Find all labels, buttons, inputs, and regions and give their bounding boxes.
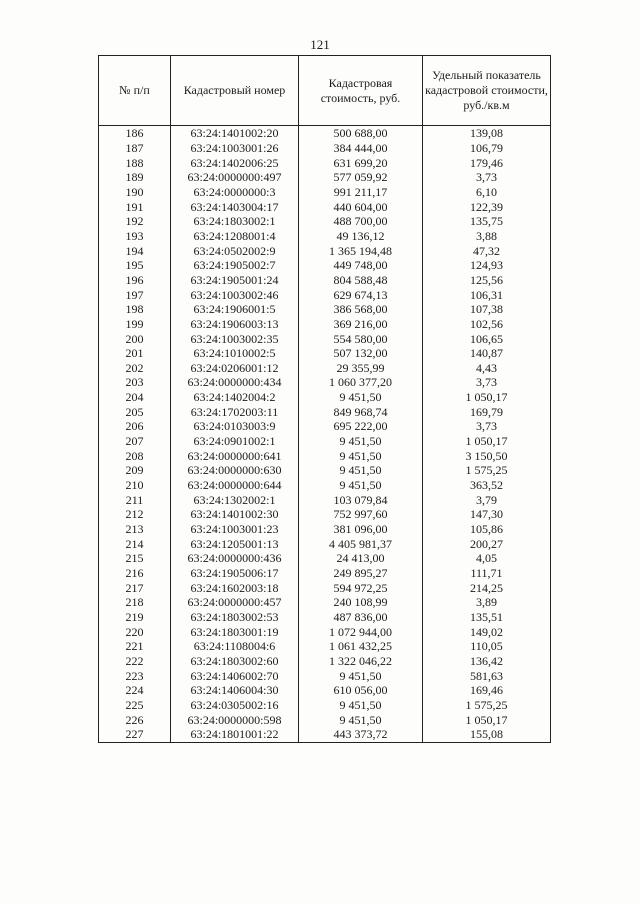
- cadastral-number-cell: 63:24:1003001:26: [171, 141, 299, 156]
- row-number-cell: 202: [99, 361, 171, 376]
- cadastral-value-cell: 487 836,00: [299, 610, 423, 625]
- specific-indicator-cell: 4,43: [423, 361, 551, 376]
- table-row: [99, 243, 551, 258]
- specific-indicator-cell: 3,73: [423, 419, 551, 434]
- cadastral-number-cell: 63:24:0000000:497: [171, 170, 299, 185]
- cadastral-value-cell: 249 895,27: [299, 566, 423, 581]
- cadastral-value-table: [98, 55, 551, 743]
- cadastral-value-cell: 4 405 981,37: [299, 536, 423, 551]
- cadastral-value-cell: 9 451,50: [299, 478, 423, 493]
- specific-indicator-cell: 1 050,17: [423, 390, 551, 405]
- row-number-cell: 224: [99, 683, 171, 698]
- table-row: [99, 624, 551, 639]
- table-row: [99, 214, 551, 229]
- row-number-cell: 218: [99, 595, 171, 610]
- cadastral-number-cell: 63:24:1003002:46: [171, 287, 299, 302]
- cadastral-number-cell: 63:24:1402004:2: [171, 390, 299, 405]
- table-row: [99, 155, 551, 170]
- specific-indicator-cell: 106,79: [423, 141, 551, 156]
- table-row: [99, 668, 551, 683]
- cadastral-value-cell: 500 688,00: [299, 126, 423, 141]
- row-number-cell: 198: [99, 302, 171, 317]
- cadastral-number-cell: 63:24:1401002:20: [171, 126, 299, 141]
- specific-indicator-cell: 125,56: [423, 273, 551, 288]
- row-number-cell: 223: [99, 668, 171, 683]
- specific-indicator-cell: 3,79: [423, 492, 551, 507]
- cadastral-value-cell: 440 604,00: [299, 199, 423, 214]
- cadastral-value-cell: 9 451,50: [299, 390, 423, 405]
- table-row: [99, 654, 551, 669]
- row-number-cell: 214: [99, 536, 171, 551]
- cadastral-value-cell: 384 444,00: [299, 141, 423, 156]
- cadastral-number-cell: 63:24:0000000:3: [171, 185, 299, 200]
- cadastral-number-cell: 63:24:0000000:598: [171, 712, 299, 727]
- row-number-cell: 199: [99, 317, 171, 332]
- cadastral-value-cell: 9 451,50: [299, 463, 423, 478]
- specific-indicator-cell: 179,46: [423, 155, 551, 170]
- cadastral-number-cell: 63:24:1803002:53: [171, 610, 299, 625]
- cadastral-value-cell: 369 216,00: [299, 317, 423, 332]
- specific-indicator-cell: 124,93: [423, 258, 551, 273]
- row-number-cell: 221: [99, 639, 171, 654]
- cadastral-number-cell: 63:24:1906001:5: [171, 302, 299, 317]
- specific-indicator-cell: 106,31: [423, 287, 551, 302]
- row-number-cell: 220: [99, 624, 171, 639]
- table-row: [99, 463, 551, 478]
- specific-indicator-cell: 105,86: [423, 522, 551, 537]
- row-number-cell: 216: [99, 566, 171, 581]
- cadastral-value-cell: 577 059,92: [299, 170, 423, 185]
- cadastral-number-cell: 63:24:1406004:30: [171, 683, 299, 698]
- table-row: [99, 258, 551, 273]
- row-number-cell: 225: [99, 698, 171, 713]
- table-row: [99, 698, 551, 713]
- table-row: [99, 727, 551, 742]
- cadastral-value-cell: 1 061 432,25: [299, 639, 423, 654]
- cadastral-value-cell: 610 056,00: [299, 683, 423, 698]
- row-number-cell: 191: [99, 199, 171, 214]
- cadastral-value-cell: 103 079,84: [299, 492, 423, 507]
- page-number: 121: [310, 37, 330, 52]
- cadastral-number-cell: 63:24:0000000:641: [171, 448, 299, 463]
- row-number-cell: 209: [99, 463, 171, 478]
- cadastral-value-cell: 9 451,50: [299, 668, 423, 683]
- specific-indicator-cell: 102,56: [423, 317, 551, 332]
- cadastral-value-cell: 594 972,25: [299, 580, 423, 595]
- table-row: [99, 712, 551, 727]
- row-number-cell: 193: [99, 229, 171, 244]
- specific-indicator-cell: 106,65: [423, 331, 551, 346]
- table-row: [99, 404, 551, 419]
- row-number-cell: 210: [99, 478, 171, 493]
- table-row: [99, 507, 551, 522]
- table-row: [99, 639, 551, 654]
- specific-indicator-cell: 169,79: [423, 404, 551, 419]
- specific-indicator-cell: 135,51: [423, 610, 551, 625]
- table-row: [99, 610, 551, 625]
- row-number-cell: 206: [99, 419, 171, 434]
- cadastral-number-cell: 63:24:0000000:457: [171, 595, 299, 610]
- row-number-cell: 213: [99, 522, 171, 537]
- table-row: [99, 199, 551, 214]
- cadastral-number-cell: 63:24:1003002:35: [171, 331, 299, 346]
- table-row: [99, 683, 551, 698]
- cadastral-value-cell: 554 580,00: [299, 331, 423, 346]
- specific-indicator-cell: 149,02: [423, 624, 551, 639]
- cadastral-value-cell: 386 568,00: [299, 302, 423, 317]
- row-number-cell: 222: [99, 654, 171, 669]
- specific-indicator-cell: 136,42: [423, 654, 551, 669]
- cadastral-value-cell: 449 748,00: [299, 258, 423, 273]
- specific-indicator-cell: 122,39: [423, 199, 551, 214]
- table-header-row: [99, 56, 551, 126]
- table-body: [99, 126, 551, 743]
- table-row: [99, 536, 551, 551]
- cadastral-number-cell: 63:24:1108004:6: [171, 639, 299, 654]
- cadastral-number-cell: 63:24:0000000:436: [171, 551, 299, 566]
- cadastral-number-cell: 63:24:1905002:7: [171, 258, 299, 273]
- table-row: [99, 229, 551, 244]
- table-row: [99, 551, 551, 566]
- cadastral-number-cell: 63:24:1403004:17: [171, 199, 299, 214]
- cadastral-number-cell: 63:24:0206001:12: [171, 361, 299, 376]
- row-number-cell: 190: [99, 185, 171, 200]
- specific-indicator-cell: 3,89: [423, 595, 551, 610]
- cadastral-value-cell: 1 060 377,20: [299, 375, 423, 390]
- specific-indicator-cell: 147,30: [423, 507, 551, 522]
- cadastral-value-cell: 752 997,60: [299, 507, 423, 522]
- cadastral-number-cell: 63:24:0000000:644: [171, 478, 299, 493]
- specific-indicator-cell: 3,73: [423, 375, 551, 390]
- cadastral-number-cell: 63:24:1801001:22: [171, 727, 299, 742]
- row-number-cell: 188: [99, 155, 171, 170]
- row-number-cell: 196: [99, 273, 171, 288]
- table-row: [99, 419, 551, 434]
- specific-indicator-cell: 169,46: [423, 683, 551, 698]
- specific-indicator-cell: 214,25: [423, 580, 551, 595]
- cadastral-value-cell: 443 373,72: [299, 727, 423, 742]
- cadastral-number-cell: 63:24:0000000:630: [171, 463, 299, 478]
- cadastral-value-cell: 29 355,99: [299, 361, 423, 376]
- cadastral-value-cell: 381 096,00: [299, 522, 423, 537]
- row-number-cell: 200: [99, 331, 171, 346]
- specific-indicator-cell: 140,87: [423, 346, 551, 361]
- table-row: [99, 185, 551, 200]
- table-row: [99, 170, 551, 185]
- table-row: [99, 595, 551, 610]
- table-row: [99, 580, 551, 595]
- cadastral-number-cell: 63:24:0305002:16: [171, 698, 299, 713]
- table-row: [99, 566, 551, 581]
- table-row: [99, 331, 551, 346]
- cadastral-value-cell: 1 322 046,22: [299, 654, 423, 669]
- row-number-cell: 215: [99, 551, 171, 566]
- row-number-cell: 194: [99, 243, 171, 258]
- cadastral-number-cell: 63:24:1302002:1: [171, 492, 299, 507]
- table-row: [99, 448, 551, 463]
- specific-indicator-cell: 581,63: [423, 668, 551, 683]
- cadastral-value-cell: 9 451,50: [299, 434, 423, 449]
- cadastral-number-cell: 63:24:1401002:30: [171, 507, 299, 522]
- cadastral-value-cell: 9 451,50: [299, 712, 423, 727]
- row-number-cell: 212: [99, 507, 171, 522]
- row-number-cell: 211: [99, 492, 171, 507]
- header-row-number: № п/п: [99, 56, 171, 126]
- cadastral-number-cell: 63:24:1906003:13: [171, 317, 299, 332]
- table-row: [99, 346, 551, 361]
- cadastral-value-cell: 631 699,20: [299, 155, 423, 170]
- cadastral-number-cell: 63:24:1205001:13: [171, 536, 299, 551]
- table-row: [99, 317, 551, 332]
- cadastral-value-cell: 804 588,48: [299, 273, 423, 288]
- row-number-cell: 207: [99, 434, 171, 449]
- row-number-cell: 187: [99, 141, 171, 156]
- table-row: [99, 141, 551, 156]
- cadastral-number-cell: 63:24:1402006:25: [171, 155, 299, 170]
- header-specific-indicator: Удельный показатель кадастровой стоимости, руб./кв.м: [423, 56, 551, 126]
- specific-indicator-cell: 110,05: [423, 639, 551, 654]
- table-row: [99, 302, 551, 317]
- cadastral-number-cell: 63:24:1010002:5: [171, 346, 299, 361]
- table-row: [99, 390, 551, 405]
- row-number-cell: 217: [99, 580, 171, 595]
- cadastral-number-cell: 63:24:0502002:9: [171, 243, 299, 258]
- specific-indicator-cell: 3 150,50: [423, 448, 551, 463]
- cadastral-number-cell: 63:24:1003001:23: [171, 522, 299, 537]
- row-number-cell: 205: [99, 404, 171, 419]
- specific-indicator-cell: 363,52: [423, 478, 551, 493]
- specific-indicator-cell: 3,73: [423, 170, 551, 185]
- row-number-cell: 195: [99, 258, 171, 273]
- row-number-cell: 219: [99, 610, 171, 625]
- table-row: [99, 126, 551, 141]
- cadastral-value-cell: 629 674,13: [299, 287, 423, 302]
- specific-indicator-cell: 47,32: [423, 243, 551, 258]
- row-number-cell: 204: [99, 390, 171, 405]
- cadastral-value-cell: 507 132,00: [299, 346, 423, 361]
- cadastral-number-cell: 63:24:1803002:60: [171, 654, 299, 669]
- table-row: [99, 492, 551, 507]
- specific-indicator-cell: 200,27: [423, 536, 551, 551]
- cadastral-value-cell: 24 413,00: [299, 551, 423, 566]
- cadastral-number-cell: 63:24:1905006:17: [171, 566, 299, 581]
- specific-indicator-cell: 1 575,25: [423, 463, 551, 478]
- row-number-cell: 227: [99, 727, 171, 742]
- table-row: [99, 375, 551, 390]
- cadastral-number-cell: 63:24:1702003:11: [171, 404, 299, 419]
- row-number-cell: 226: [99, 712, 171, 727]
- row-number-cell: 197: [99, 287, 171, 302]
- cadastral-value-cell: 695 222,00: [299, 419, 423, 434]
- table-row: [99, 478, 551, 493]
- specific-indicator-cell: 111,71: [423, 566, 551, 581]
- cadastral-number-cell: 63:24:0000000:434: [171, 375, 299, 390]
- specific-indicator-cell: 4,05: [423, 551, 551, 566]
- cadastral-number-cell: 63:24:1803002:1: [171, 214, 299, 229]
- header-cadastral-number: Кадастровый номер: [171, 56, 299, 126]
- specific-indicator-cell: 1 575,25: [423, 698, 551, 713]
- table-row: [99, 287, 551, 302]
- cadastral-number-cell: 63:24:1905001:24: [171, 273, 299, 288]
- header-cadastral-value: Кадастровая стоимость, руб.: [299, 56, 423, 126]
- cadastral-number-cell: 63:24:0901002:1: [171, 434, 299, 449]
- specific-indicator-cell: 3,88: [423, 229, 551, 244]
- specific-indicator-cell: 6,10: [423, 185, 551, 200]
- table-row: [99, 361, 551, 376]
- specific-indicator-cell: 107,38: [423, 302, 551, 317]
- cadastral-value-cell: 849 968,74: [299, 404, 423, 419]
- specific-indicator-cell: 1 050,17: [423, 434, 551, 449]
- cadastral-value-cell: 9 451,50: [299, 448, 423, 463]
- row-number-cell: 189: [99, 170, 171, 185]
- cadastral-number-cell: 63:24:1803001:19: [171, 624, 299, 639]
- specific-indicator-cell: 135,75: [423, 214, 551, 229]
- table-row: [99, 522, 551, 537]
- specific-indicator-cell: 139,08: [423, 126, 551, 141]
- cadastral-number-cell: 63:24:1602003:18: [171, 580, 299, 595]
- specific-indicator-cell: 155,08: [423, 727, 551, 742]
- table-row: [99, 434, 551, 449]
- cadastral-value-cell: 9 451,50: [299, 698, 423, 713]
- row-number-cell: 192: [99, 214, 171, 229]
- row-number-cell: 208: [99, 448, 171, 463]
- cadastral-value-cell: 49 136,12: [299, 229, 423, 244]
- table-row: [99, 273, 551, 288]
- cadastral-value-cell: 991 211,17: [299, 185, 423, 200]
- cadastral-value-cell: 1 072 944,00: [299, 624, 423, 639]
- cadastral-value-cell: 240 108,99: [299, 595, 423, 610]
- cadastral-number-cell: 63:24:1406002:70: [171, 668, 299, 683]
- row-number-cell: 203: [99, 375, 171, 390]
- cadastral-value-cell: 1 365 194,48: [299, 243, 423, 258]
- cadastral-number-cell: 63:24:0103003:9: [171, 419, 299, 434]
- cadastral-value-cell: 488 700,00: [299, 214, 423, 229]
- specific-indicator-cell: 1 050,17: [423, 712, 551, 727]
- row-number-cell: 186: [99, 126, 171, 141]
- cadastral-number-cell: 63:24:1208001:4: [171, 229, 299, 244]
- row-number-cell: 201: [99, 346, 171, 361]
